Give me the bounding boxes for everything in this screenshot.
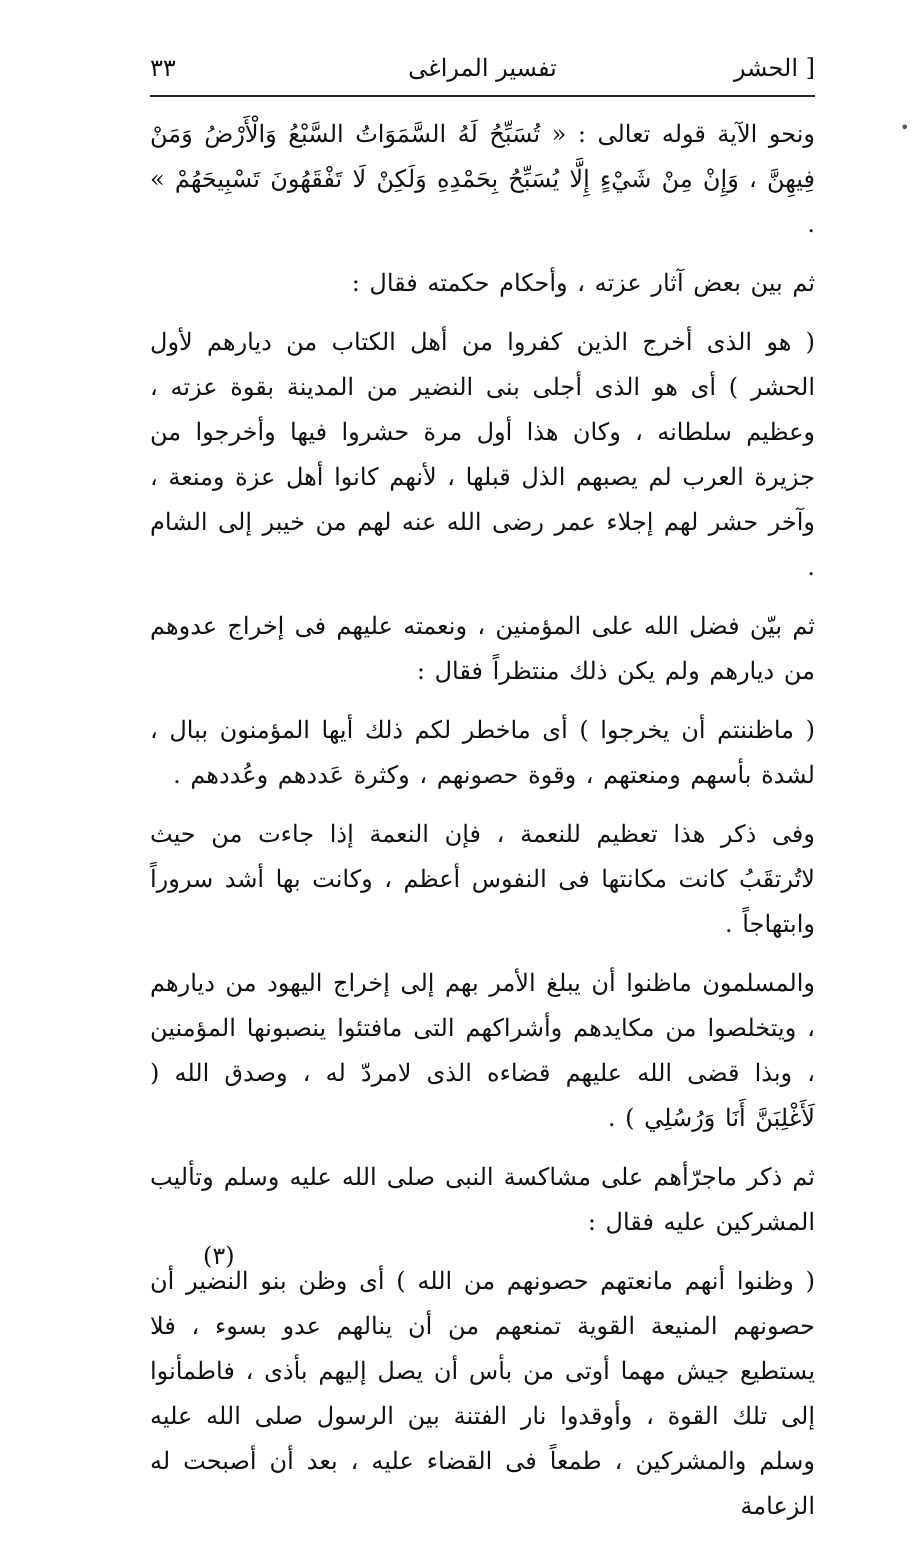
paragraph: ( ماظننتم أن يخرجوا ) أى ماخطر لكم ذلك أيها المؤمنون ببال ، لشدة بأسهم ومنعتهم ، وقوة حصونهم ، وكثرة عَددهم وعُددهم .	[150, 716, 815, 789]
page-body	[150, 112, 815, 1543]
paragraph: ثم ذكر ماجرّأهم على مشاكسة النبى صلى الله عليه وسلم وتأليب المشركين عليه فقال :	[150, 1163, 815, 1236]
header-divider	[150, 95, 815, 97]
paragraph: ثم بين بعض آثار عزته ، وأحكام حكمته فقال :	[351, 269, 815, 297]
paragraph: ونحو الآية قوله تعالى : « تُسَبِّحُ لَهُ السَّمَوَاتُ السَّبْعُ وَالْأَرْضُ وَمَنْ فِيهِنَّ ، وَإِنْ مِنْ شَيْءٍ إِلَّا يُسَبِّحُ بِحَمْدِهِ وَلَكِنْ لَا تَفْقَهُونَ تَسْبِيحَهُمْ » .	[150, 120, 815, 238]
paragraph: ( هو الذى أخرج الذين كفروا من أهل الكتاب من ديارهم لأول الحشر ) أى هو الذى أجلى بنى النضير من المدينة بقوة عزته ، وعظيم سلطانه ، وكان هذا أول مرة حشروا فيها وأخرجوا من جزيرة العرب لم يصبهم الذل قبلها ، لأنهم كانوا أهل عزة ومنعة ، وآخر حشر لهم إجلاء عمر رضى الله عنه لهم من خيبر إلى الشام .	[150, 328, 815, 581]
signature-mark: (٣)	[203, 1242, 235, 1270]
page-header	[150, 48, 815, 96]
paragraph: ثم بيّن فضل الله على المؤمنين ، ونعمته عليهم فى إخراج عدوهم من ديارهم ولم يكن ذلك منتظراً فقال :	[150, 612, 815, 685]
paragraph: وفى ذكر هذا تعظيم للنعمة ، فإن النعمة إذا جاءت من حيث لاتُرتقَبُ كانت مكانتها فى النفوس أعظم ، وكانت بها أشد سروراً وابتهاجاً .	[150, 820, 815, 938]
surah-name: الحشر ]	[733, 54, 815, 82]
book-title: تفسير المراغى	[408, 54, 557, 82]
page-number: ٣٣	[150, 54, 176, 82]
paragraph: والمسلمون ماظنوا أن يبلغ الأمر بهم إلى إخراج اليهود من ديارهم ، ويتخلصوا من مكايدهم وأشراكهم التى مافتئوا ينصبونها المؤمنين ، وبذا قضى الله عليهم قضاءه الذى لامردّ له ، وصدق الله ( لَأَغْلِبَنَّ أَنَا وَرُسُلِي ) .	[150, 969, 815, 1132]
paragraph: ( وظنوا أنهم مانعتهم حصونهم من الله ) أى وظن بنو النضير أن حصونهم المنيعة القوية تمنعهم من أن ينالهم عدو بسوء ، فلا يستطيع جيش مهما أوتى من بأس أن يصل إليهم بأذى ، فاطمأنوا إلى تلك القوة ، وأوقدوا نار الفتنة بين الرسول صلى الله عليه وسلم والمشركين ، طمعاً فى القضاء عليه ، بعد أن أصبحت له الزعامة	[150, 1267, 815, 1520]
margin-mark: •	[900, 118, 910, 137]
